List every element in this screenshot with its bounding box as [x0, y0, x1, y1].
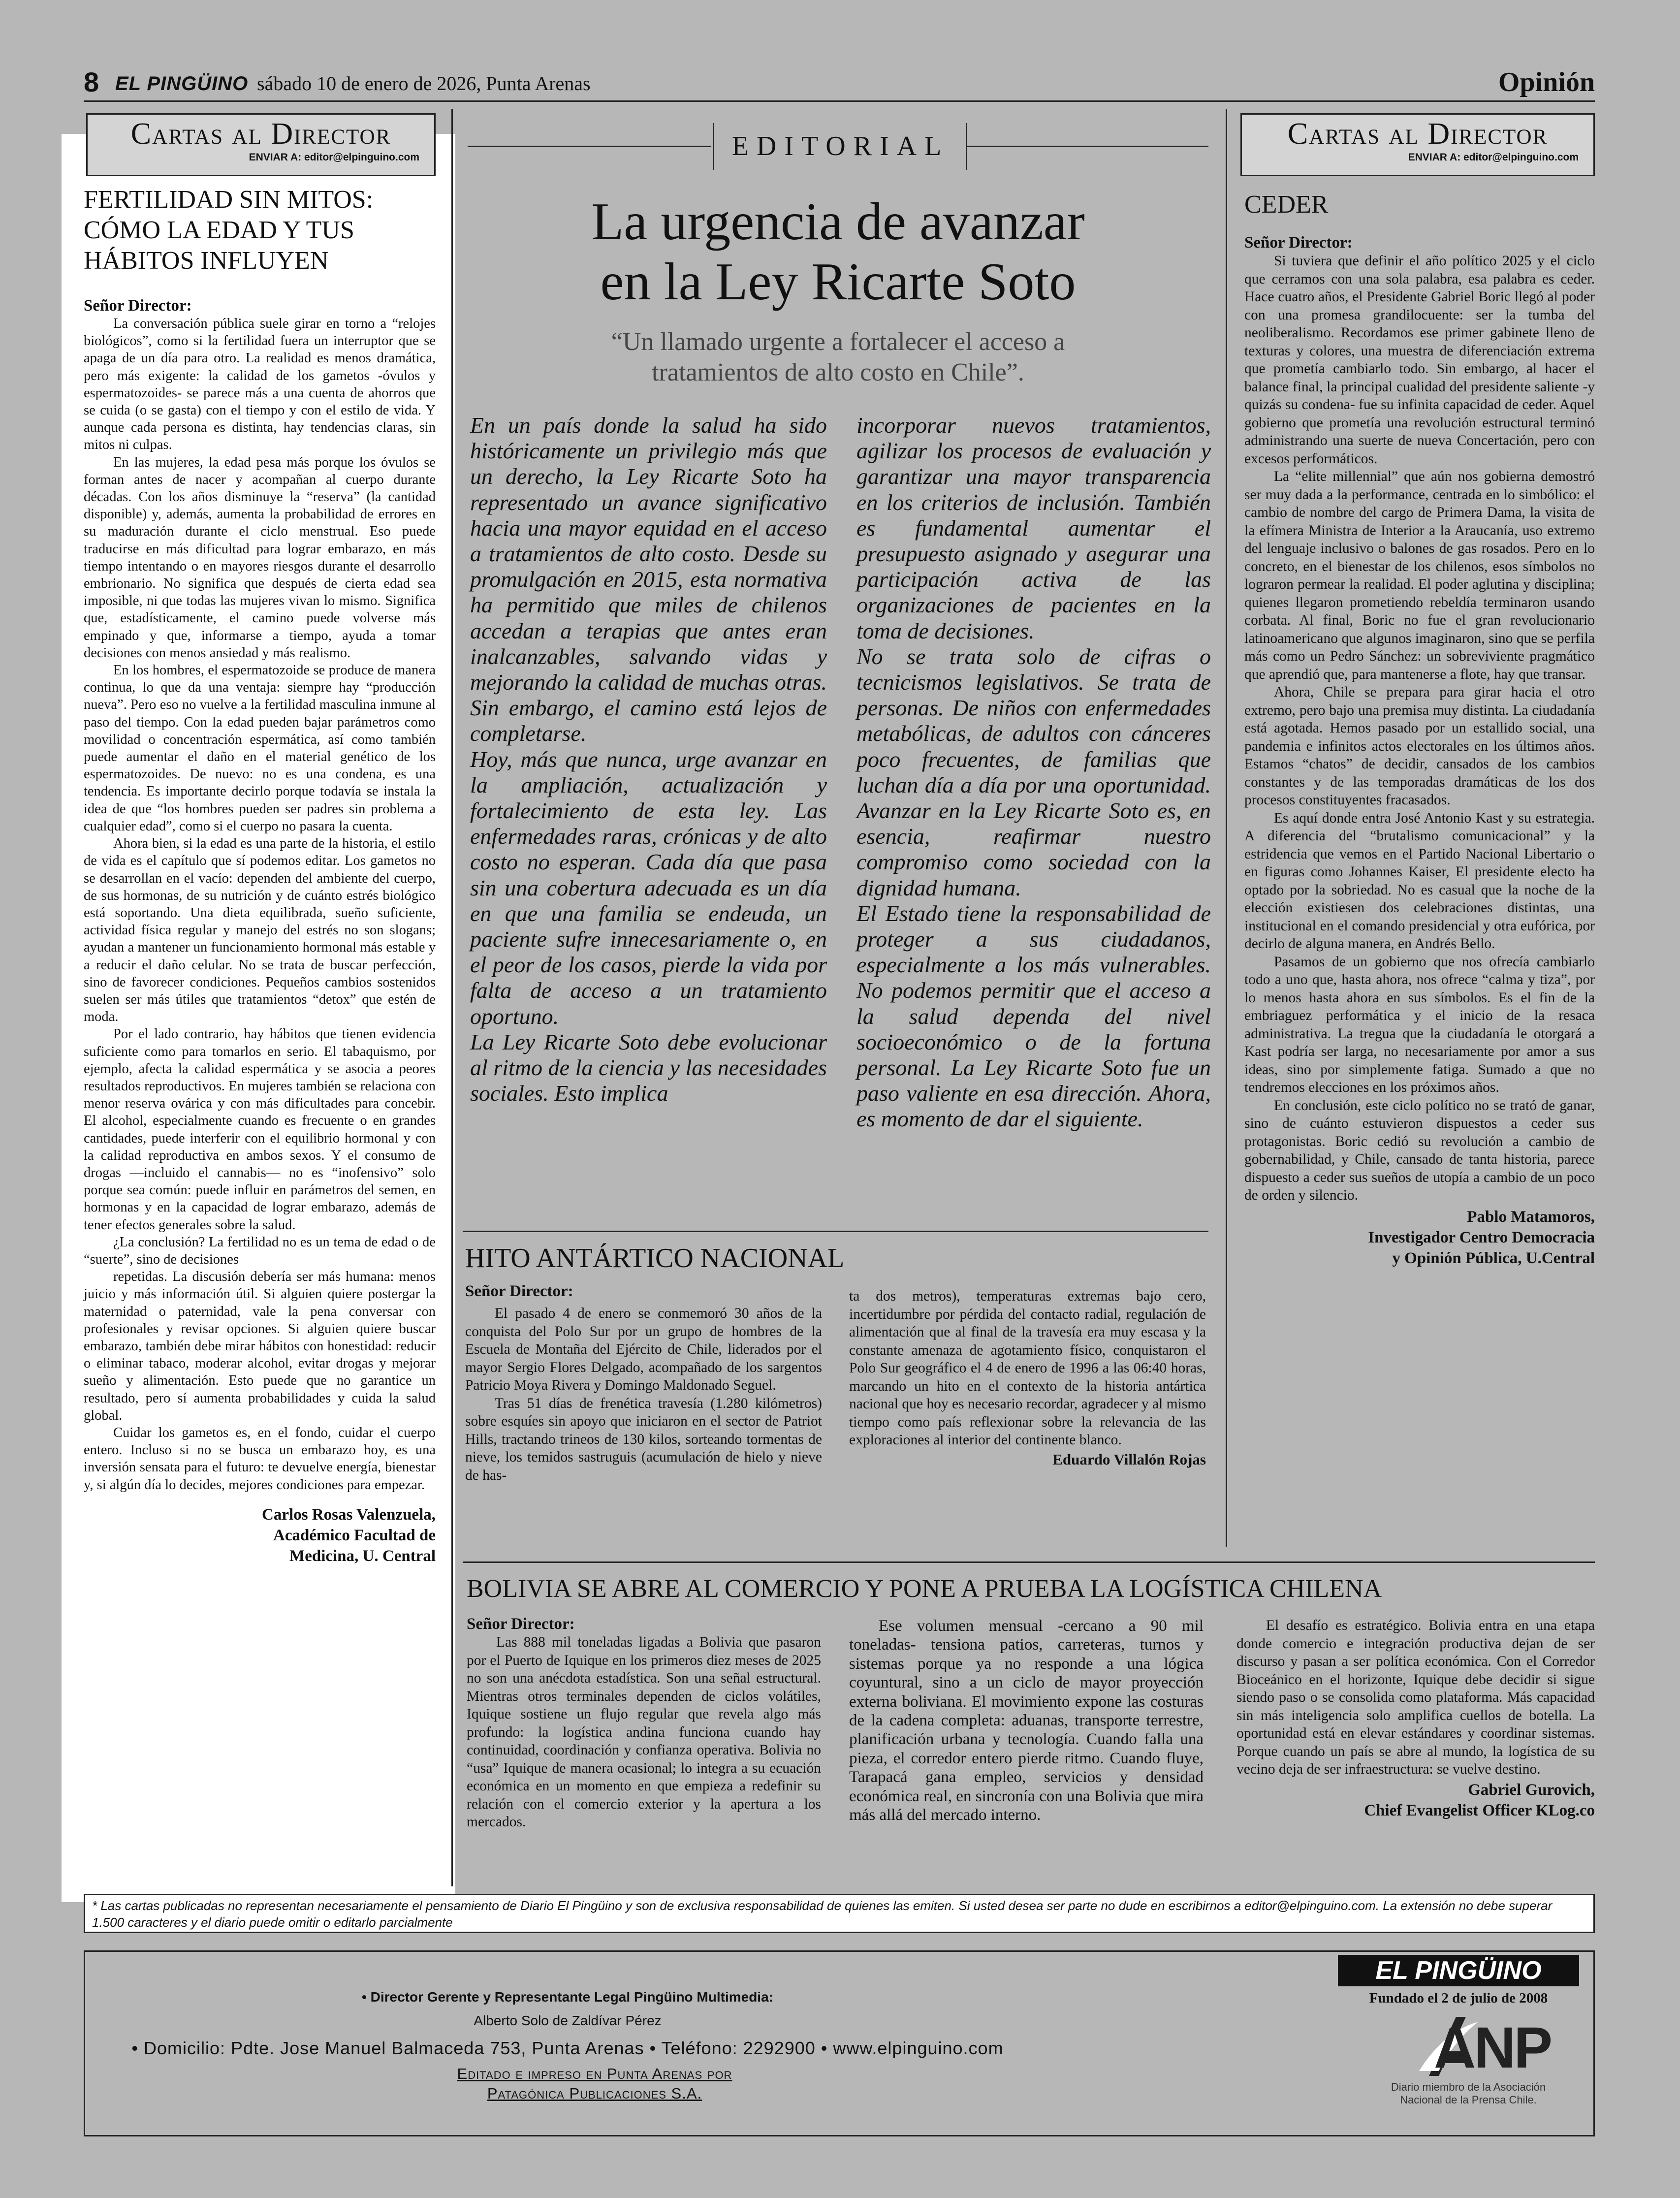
signature-line: Académico Facultad de: [273, 1526, 436, 1544]
paragraph: Si tuviera que definir el año político 2025 y el ciclo que cerramos con una sola palabra, esa palabra es ceder. Hace cuatro años, el Presidente Gabriel Boric llegó al poder con una promesa grandilocuente: ser la tumba del neoliberalismo. Recordamos ese primer gabinete lleno de texturas y colores, una muestra de diferenciación extrema que prometía cambiarlo todo. Sin embargo, al hacer el balance final, la principal cualidad del presidente saliente -y quizás su condena- fue su infinita capacidad de ceder. Aquel gobierno que prometía una revolución estructural terminó administrando una suerte de nueva Concertación, pero con excesos performáticos.: [1244, 253, 1595, 467]
right-letter-title: CEDER: [1244, 191, 1329, 219]
subhead-line: “Un llamado urgente a fortalecer el acceso a: [611, 328, 1065, 356]
paragraph: La conversación pública suele girar en torno a “relojes biológicos”, como si la fertilidad fuera un interruptor que se apaga de un día para otro. La realidad es menos dramática, pero más exigente: la calidad de los gametos -óvulos y espermatozoides- se parece más a una cuenta de ahorros que se cuida (o se gasta) con el tiempo y con el estilo de vida. Y aunque cada persona es distinta, hay tendencias claras, sin mitos ni culpas.: [84, 316, 436, 453]
bolivia-salutation: Señor Director:: [467, 1615, 575, 1633]
paragraph: El pasado 4 de enero se conmemoró 30 años de la conquista del Polo Sur por un grupo de hombres de la Escuela de Montaña del Ejército de Chile, liderados por el mayor Sergio Flores Delgado, acompañado de los sargentos Patricio Moya Rivera y Domingo Maldonado Seguel.: [465, 1306, 822, 1393]
bolivia-signature: [1236, 1780, 1595, 1821]
paragraph: ¿La conclusión? La fertilidad no es un tema de edad o de “suerte”, sino de decisiones: [84, 1234, 436, 1267]
disclaimer-box: [84, 1894, 1595, 1933]
paragraph: Ese volumen mensual -cercano a 90 mil toneladas- tensiona patios, carreteras, turnos y sistemas porque ya no responde a una lógica coyuntural, sino a un ciclo de mayor proyección externa boliviana. El movimiento expone las costuras de la cadena completa: aduanas, transporte terrestre, planificación urbana y tecnología. Cuando falla una pieza, el corredor entero pierde ritmo. Cuando fluye, Tarapacá gana empleo, servicios y densidad económica real, en sincronía con una Bolivia que mira más allá del mercado interno.: [849, 1617, 1204, 1824]
paragraph: No se trata solo de cifras o tecnicismos legislativos. Se trata de personas. De niños con enfermedades metabólicas, de adultos con cánceres poco frecuentes, de familias que luchan día a día por una oportunidad. Avanzar en la Ley Ricarte Soto es, en esencia, reafirmar nuestro compromiso como sociedad con la dignidad humana.: [856, 643, 1211, 900]
right-letter-signature: [1244, 1207, 1595, 1269]
headline-line: La urgencia de avanzar: [591, 192, 1085, 251]
header-date: sábado 10 de enero de 2026, Punta Arenas: [257, 72, 591, 95]
anp-logo-text: ANP: [1434, 2015, 1551, 2080]
hito-column-2: [849, 1287, 1206, 1469]
bolivia-title: BOLIVIA SE ABRE AL COMERCIO Y PONE A PRUEBA LA LOGÍSTICA CHILENA: [467, 1575, 1382, 1603]
left-letter: [84, 185, 436, 1566]
paragraph: ta dos metros), temperaturas extremas bajo cero, incertidumbre por pérdida del contacto radial, regulación de alimentación que al final de la travesía era muy escasa y la constante amenaza de agotamiento físico, conquistaron el Polo Sur geográfico el 4 de enero de 1996 a las 06:40 horas, marcando un hito en el contexto de la historia antártica nacional que hoy es necesario recordar, agradecer y al mismo tiempo como país reflexionar sobre la relevancia de las exploraciones al interior del continente blanco.: [849, 1288, 1206, 1448]
paragraph: En conclusión, este ciclo político no se trató de ganar, sino de cuánto estuvieron dispuestos a ceder sus protagonistas. Boric cedió su revolución a cambio de gobernabilidad, y Chile, cansado de tanta historia, parece dispuesto a ceder sus sueños de utopía a cambio de un poco de orden y silencio.: [1244, 1097, 1595, 1203]
hito-salutation: Señor Director:: [465, 1282, 573, 1300]
signature-line: Investigador Centro Democracia: [1368, 1228, 1595, 1246]
section-divider: [463, 1231, 1208, 1232]
signature-line: Medicina, U. Central: [289, 1547, 436, 1565]
header-rule: [84, 100, 1595, 102]
editorial-rule-left: [468, 146, 711, 147]
paragraph: Ahora bien, si la edad es una parte de la historia, el estilo de vida es el capítulo que sí podemos editar. Los gametos no se desarrollan en el vacío: dependen del ambiente del cuerpo, de sus hormonas, de su nutrición y de cuánto estrés biológico está soportando. Una dieta equilibrada, sueño suficiente, actividad física regular y manejo del estrés no son slogans; ayudan a mantener un funcionamiento hormonal más estable y a reducir el daño celular. No se trata de buscar perfección, sino de favorecer condiciones. Pequeños cambios sostenidos suelen ser más útiles que tratamientos “detox” que estén de moda.: [84, 836, 436, 1025]
editorial-label-bracket: [966, 123, 967, 170]
footer-director-name: Alberto Solo de Zaldívar Pérez: [474, 2013, 662, 2028]
footer-box: [84, 1950, 1595, 2136]
right-cartas-box: [1240, 113, 1595, 176]
section-divider: [463, 1561, 1595, 1563]
footer-founded: Fundado el 2 de julio de 2008: [1369, 1990, 1548, 2006]
hito-title: HITO ANTÁRTICO NACIONAL: [465, 1243, 845, 1274]
section-name: Opinión: [1498, 67, 1595, 97]
right-cartas-title: Cartas al Director: [1287, 117, 1548, 151]
anp-caption-line: Diario miembro de la Asociación: [1391, 2081, 1546, 2093]
paragraph: Tras 51 días de frenética travesía (1.280 kilómetros) sobre esquíes sin apoyo que iniciaron en el sector de Patriot Hills, tractando trineos de 130 kilos, sorteando tormentas de nieve, los temidos sastruguis (acumulación de hielo y nieve de has-: [465, 1395, 822, 1483]
paragraph: El desafío es estratégico. Bolivia entra en una etapa donde comercio e integración productiva dejan de ser discurso y pasan a ser política económica. Con el Corredor Bioceánico en el horizonte, Iquique debe decidir si sigue siendo paso o se consolida como plataforma. Más capacidad sin más inteligencia solo amplifica cuellos de botella. La oportunidad está en elevar estándares y coordinar sistemas. Porque cuando un país se abre al mundo, la logística de su vecino deja de ser infraestructura: se vuelve destino.: [1236, 1618, 1595, 1777]
left-cartas-email: ENVIAR A: editor@elpinguino.com: [249, 152, 419, 163]
editorial-rule-right: [967, 146, 1208, 147]
paragraph: Es aquí donde entra José Antonio Kast y su estrategia. A diferencia del “brutalismo comunicacional” y la estridencia que vemos en el Partido Nacional Libertario o en figuras como Johannes Kaiser, El presidente electo ha optado por la sobriedad. No es casual que la noche de la elección existiesen dos celebraciones distintas, una institucional en el comando presidencial y otra eufórica, por decirlo de alguna manera, en Andrés Bello.: [1244, 810, 1595, 952]
paragraph: Las 888 mil toneladas ligadas a Bolivia que pasaron por el Puerto de Iquique en los primeros diez meses de 2025 no son una anécdota estadística. Son una señal estructural. Mientras otros terminales dependen de ciclos volátiles, Iquique sostiene un flujo regular que revela algo más profundo: la logística andina funciona cuando hay continuidad, coordinación y confianza operativa. Bolivia no “usa” Iquique de manera ocasional; lo integra a su ecuación económica en un momento en que empieza a redefinir su relación con el comercio exterior y la apertura a los mercados.: [467, 1634, 821, 1830]
paragraph: En un país donde la salud ha sido históricamente un privilegio más que un derecho, la Ley Ricarte Soto ha representado un avance significativo hacia una mayor equidad en el acceso a tratamientos de alto costo. Desde su promulgación en 2015, esta normativa ha permitido que miles de chilenos accedan a terapias que antes eran inalcanzables, salvando vidas y mejorando la calidad de muchas otras. Sin embargo, el camino está lejos de completarse.: [470, 413, 827, 746]
paragraph: La “elite millennial” que aún nos gobierna demostró ser muy dada a la performance, centrada en lo simbólico: el cambio de nombre del cargo de Primera Dama, la visita de la efímera Ministra de Interior a la Araucanía, uso extremo del lenguaje inclusivo o balones de gas rosados. Pero en lo concreto, en el bienestar de los chilenos, esos símbolos no lograron permear la realidad. El poder aglutina y disciplina; quienes llegaron prometiendo rebeldía terminaron usando corbata. Al final, Boric no fue el gran revolucionario latinoamericano que algunos imaginaron, sino que se perfila más como un Pedro Sánchez: un sobreviviente pragmático que aprendió que, para mantenerse a flote, hay que transar.: [1244, 469, 1595, 682]
page-number: 8: [84, 66, 99, 97]
signature-line: Chief Evangelist Officer KLog.co: [1364, 1801, 1595, 1819]
footer-director-label: • Director Gerente y Representante Legal Pingüino Multimedia:: [362, 1989, 773, 2005]
left-letter-title: FERTILIDAD SIN MITOS: CÓMO LA EDAD Y TUS HÁBITOS INFLUYEN: [84, 186, 374, 275]
footer-address: • Domicilio: Pdte. Jose Manuel Balmaceda 753, Punta Arenas • Teléfono: 2292900 • www.elpinguino.com: [131, 2038, 1004, 2058]
paragraph: Ahora, Chile se prepara para girar hacia el otro extremo, pero bajo una premisa muy distinta. La ciudadanía está agotada. Hemos pasado por un estallido social, una pandemia e infinitos actos electorales en los últimos años. Estamos “chatos” de decidir, cansados de los cambios constantes y de las temporadas dramáticas de los dos procesos constituyentes fracasados.: [1244, 684, 1595, 808]
right-cartas-email: ENVIAR A: editor@elpinguino.com: [1408, 152, 1579, 163]
column-divider: [1226, 109, 1227, 1547]
paragraph: En las mujeres, la edad pesa más porque los óvulos se forman antes de nacer y acompañan al cuerpo durante décadas. Con los años disminuye la “reserva” (la cantidad disponible) y, además, aumenta la probabilidad de errores en su maduración durante el ciclo menstrual. Eso puede traducirse en más dificultad para lograr embarazo, en más tiempo intentando o en mayores riesgos durante el desarrollo embrionario. No significa que después de cierta edad sea imposible, ni que todas las mujeres vivan lo mismo. Significa que, estadísticamente, el camino puede volverse más empinado y que, informarse a tiempo, ayuda a tomar decisiones con menos ansiedad y más realismo.: [84, 454, 436, 661]
editorial-label: EDITORIAL: [731, 131, 950, 161]
signature-line: Carlos Rosas Valenzuela,: [262, 1505, 436, 1524]
editorial-column-2: [856, 413, 1211, 1132]
paragraph: incorporar nuevos tratamientos, agilizar los procesos de evaluación y garantizar una mayor transparencia en los criterios de inclusión. También es fundamental aumentar el presupuesto asignado y asegurar una participación activa de las organizaciones de pacientes en la toma de decisiones.: [856, 413, 1211, 643]
page-header: [84, 65, 1595, 99]
right-letter: [1244, 190, 1595, 1269]
column-divider: [451, 109, 453, 1886]
left-letter-signature: [84, 1504, 436, 1566]
disclaimer-text: * Las cartas publicadas no representan necesariamente el pensamiento de Diario El Pingüino y son de exclusiva responsabilidad de quienes las emiten. Si usted desea ser parte no dude en escribirnos a editor@elpinguino.com. La extensión no debe superar 1.500 caracteres y el diario puede omitir o editarlo parcialmente: [92, 1898, 1553, 1930]
footer-printed-by: Editado e impreso en Punta Arenas por Patagónica Publicaciones S.A.: [457, 2065, 732, 2102]
signature-line: y Opinión Pública, U.Central: [1392, 1249, 1595, 1267]
paragraph: El Estado tiene la responsabilidad de proteger a sus ciudadanos, especialmente a los más vulnerables. No podemos permitir que el acceso a la salud dependa del nivel socioeconómico o de la fortuna personal. La Ley Ricarte Soto fue un paso valiente en esa dirección. Ahora, es momento de dar el siguiente.: [856, 900, 1211, 1132]
paragraph: En los hombres, el espermatozoide se produce de manera continua, lo que da una ventaja: siempre hay “producción nueva”. Pero eso no vuelve a la fertilidad masculina inmune al paso del tiempo. Con la edad pueden bajar parámetros como movilidad o concentración espermática, así como también puede aumentar el daño en el material genético de los espermatozoides. De nuevo: no es una condena, es una tendencia. Es importante decirlo porque todavía se instala la idea de que “los hombres pueden ser padres sin problema a cualquier edad”, como si el cuerpo no pasara la cuenta.: [84, 663, 436, 834]
right-letter-salutation: Señor Director:: [1244, 234, 1353, 252]
subhead-line: tratamientos de alto costo en Chile”.: [652, 358, 1024, 386]
bolivia-column-1: [467, 1633, 821, 1831]
editorial-subhead: [468, 327, 1208, 388]
hito-column-1: [465, 1305, 822, 1484]
anp-caption: [1355, 2081, 1582, 2106]
left-letter-salutation: Señor Director:: [84, 297, 192, 315]
paragraph: Hoy, más que nunca, urge avanzar en la ampliación, actualización y fortalecimiento de esta ley. Las enfermedades raras, crónicas y de alto costo no esperan. Cada día que pasa sin una cobertura adecuada es un día en que una familia se endeuda, un paciente sufre innecesariamente o, en el peor de los casos, pierde la vida por falta de acceso a un tratamiento oportuno.: [470, 746, 827, 1029]
editorial-headline: [468, 192, 1208, 312]
right-letter-body: [1244, 252, 1595, 1205]
signature-line: Gabriel Gurovich,: [1468, 1781, 1595, 1799]
editorial-label-bracket: [713, 123, 714, 170]
left-cartas-title: Cartas al Director: [130, 117, 391, 151]
anp-logo: [1409, 2012, 1551, 2081]
signature-line: Pablo Matamoros,: [1467, 1208, 1595, 1226]
editorial-column-1: [470, 413, 827, 1106]
bolivia-column-3: [1236, 1617, 1595, 1821]
paragraph: La Ley Ricarte Soto debe evolucionar al ritmo de la ciencia y las necesidades sociales. Esto implica: [470, 1029, 827, 1106]
anp-caption-line: Nacional de la Prensa Chile.: [1400, 2094, 1537, 2106]
footer-logo: EL PINGÜINO: [1338, 1955, 1579, 1986]
headline-line: en la Ley Ricarte Soto: [600, 253, 1076, 311]
bolivia-column-2: [849, 1617, 1204, 1824]
paragraph: repetidas. La discusión debería ser más humana: menos juicio y más información útil. Si alguien quiere postergar la maternidad o paternidad, vale la pena conversar con profesionales y revisar opciones. Si alguien quiere buscar embarazo, también debe mirar hábitos con honestidad: reducir o eliminar tabaco, moderar alcohol, evitar drogas y mejorar sueño y alimentación. Esto puede que no garantice un resultado, pero sí aumenta probabilidades y cuida la salud global.: [84, 1269, 436, 1423]
hito-signature: Eduardo Villalón Rojas: [1052, 1450, 1206, 1468]
header-logo: EL PINGÜINO: [115, 73, 249, 95]
left-cartas-box: [86, 113, 436, 176]
paragraph: Cuidar los gametos es, en el fondo, cuidar el cuerpo entero. Incluso si no se busca un embarazo hoy, es una inversión sensata para el futuro: te devuelve energía, bienestar y, si algún día lo decides, mejores condiciones para empezar.: [84, 1425, 436, 1493]
left-letter-body: [84, 315, 436, 1494]
paragraph: Pasamos de un gobierno que nos ofrecía cambiarlo todo a uno que, hasta ahora, nos ofrece “calma y tiza”, por lo menos hasta ahora en sus símbolos. Es el fin de la embriaguez performática y el inicio de la resaca administrativa. La tregua que la ciudadanía le otorgará a Kast podría ser larga, no necesariamente por amor a sus ideas, sino por simplemente fatiga. Sumado a que no tendremos elecciones en los próximos años.: [1244, 954, 1595, 1095]
paragraph: Por el lado contrario, hay hábitos que tienen evidencia suficiente como para tomarlos en serio. El tabaquismo, por ejemplo, afecta la calidad espermática y se asocia a peores resultados reproductivos. En mujeres también se relaciona con menor reserva ovárica y con más dificultades para concebir. El alcohol, especialmente cuando es frecuente o en grandes cantidades, puede interferir con el equilibrio hormonal y con la calidad reproductiva en ambos sexos. Y el consumo de drogas —incluido el cannabis— no es “inofensivo” solo porque sea común: puede influir en parámetros del semen, en hormonas y en la capacidad de lograr embarazo, además de tener efectos generales sobre la salud.: [84, 1026, 436, 1233]
